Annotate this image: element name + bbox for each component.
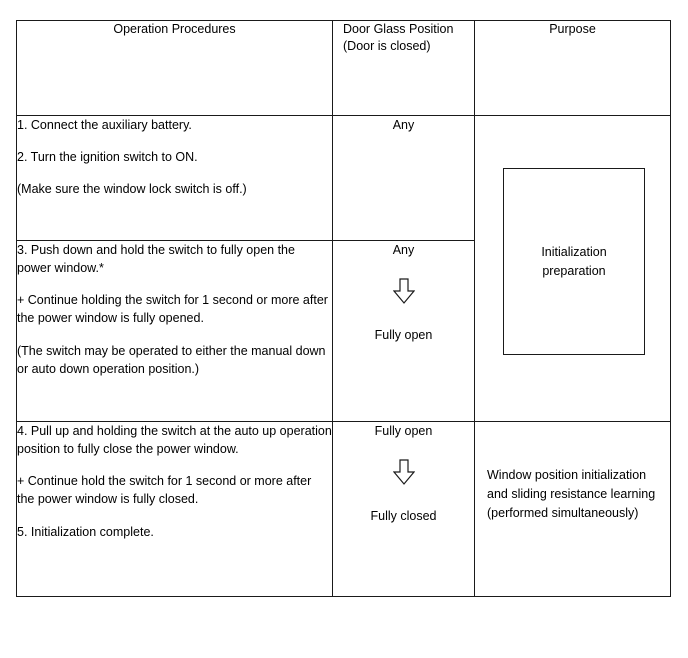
header-label-door-line1: Door Glass Position — [343, 22, 454, 36]
purpose-row3-line1: Window position initialization — [487, 468, 647, 482]
door-position-value-row3-start: Fully open — [374, 424, 433, 438]
procedure-note-4: + Continue hold the switch for 1 second or more after the power window is fully closed. — [17, 474, 312, 507]
table-row — [17, 116, 671, 241]
purpose-text-row3 — [475, 422, 670, 522]
procedure-step-5: 5. Initialization complete. — [17, 524, 154, 539]
initialization-preparation-line2: preparation — [542, 263, 606, 278]
purpose-cell-row3 — [475, 422, 671, 597]
purpose-row3-line2: and sliding resistance learning — [487, 486, 656, 501]
door-position-cell-row2 — [333, 241, 475, 422]
table-header-row — [17, 21, 671, 116]
procedure-step-4: 4. Pull up and holding the switch at the auto up operation position to fully close the power window. — [17, 424, 332, 457]
procedures-cell-row2 — [17, 241, 333, 422]
procedure-step-1: 1. Connect the auxiliary battery. — [17, 118, 192, 132]
door-position-value-row1: Any — [392, 118, 415, 132]
procedure-step-2: 2. Turn the ignition switch to ON. — [17, 150, 198, 165]
down-arrow-icon — [333, 278, 474, 310]
door-position-value-row2-start: Any — [392, 243, 415, 257]
initialization-preparation-text — [541, 243, 606, 279]
header-label-purpose: Purpose — [549, 22, 596, 36]
header-label-door-position — [333, 21, 474, 55]
purpose-row3-line3: (performed simultaneously) — [487, 505, 639, 520]
procedure-step-3: 3. Push down and hold the switch to fully open the power window.* — [17, 243, 295, 276]
door-position-cell-row3 — [333, 422, 475, 597]
initialization-preparation-line1: Initialization — [541, 245, 607, 260]
purpose-cell-initialization — [475, 116, 671, 422]
procedure-note-2: + Continue holding the switch for 1 second or more after the power window is fully opened. — [17, 293, 328, 326]
procedure-note-3: (The switch may be operated to either the manual down or auto down operation position.) — [17, 343, 326, 376]
door-position-cell-row1 — [333, 116, 475, 241]
procedures-cell-row1 — [17, 116, 333, 241]
header-label-procedures: Operation Procedures — [113, 22, 236, 36]
header-label-door-line2: (Door is closed) — [343, 38, 431, 53]
door-position-value-row3-end: Fully closed — [370, 508, 437, 523]
procedure-note-1: (Make sure the window lock switch is off.) — [17, 182, 247, 197]
header-cell-purpose — [475, 21, 671, 116]
header-cell-door-position — [333, 21, 475, 116]
procedure-table-container — [16, 20, 670, 592]
procedures-cell-row3 — [17, 422, 333, 597]
initialization-preparation-box — [503, 168, 645, 355]
table-row — [17, 422, 671, 597]
door-position-value-row2-end: Fully open — [374, 327, 433, 342]
down-arrow-icon — [333, 459, 474, 491]
procedure-table — [16, 20, 671, 597]
header-cell-procedures — [17, 21, 333, 116]
